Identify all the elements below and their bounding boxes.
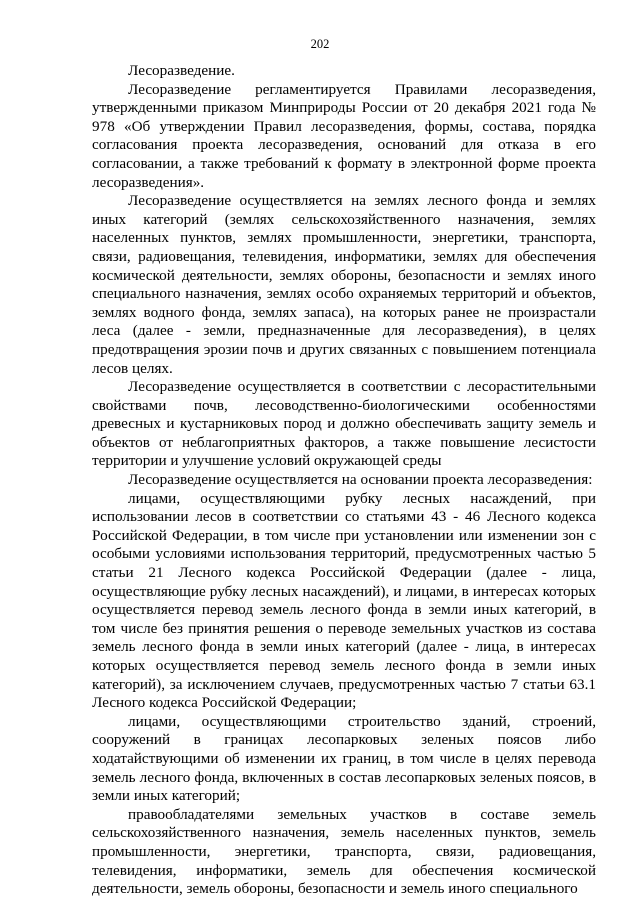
section-heading: Лесоразведение. bbox=[128, 62, 235, 79]
document-body bbox=[92, 62, 596, 899]
list-item: лицами, осуществляющими строительство зданий, строений, сооружений в границах лесопарковых зеленых поясов либо ходатайствующими об изменении их границ, в том числе в целях перевода земель лесного фонда, включенных в состав лесопарковых зеленых поясов, в земли иных категорий; bbox=[92, 712, 596, 805]
page-number: 202 bbox=[310, 37, 330, 51]
list-item: правообладателями земельных участков в составе земель сельскохозяйственного назначения, земель населенных пунктов, земель промышленности, энергетики, транспорта, связи, радиовещания, телевидения, информатики, земель для обеспечения космической деятельности, земель обороны, безопасности и земель иного специального bbox=[92, 805, 596, 898]
paragraph: Лесоразведение осуществляется в соответствии с лесорастительными свойствами почв, лесоводственно-биологическими особенностями древесных и кустарниковых пород и должно обеспечивать защиту земель и объектов от неблагоприятных факторов, а также повышение лесистости территории и улучшение условий окружающей среды bbox=[92, 378, 596, 470]
paragraph: Лесоразведение осуществляется на основании проекта лесоразведения: bbox=[128, 471, 593, 489]
paragraph: Лесоразведение регламентируется Правилами лесоразведения, утвержденными приказом Минприроды России от 20 декабря 2021 года № 978 «Об утверждении Правил лесоразведения, формы, состава, порядка согласования проекта лесоразведения, оснований для отказа в его согласовании, а также требований к формату в электронной форме проекта лесоразведения». bbox=[92, 80, 596, 191]
list-item: лицами, осуществляющими рубку лесных насаждений, при использовании лесов в соответствии со статьями 43 - 46 Лесного кодекса Российской Федерации, в том числе при установлении или изменении зон с особыми условиями использования территорий, предусмотренных частью 5 статьи 21 Лесного кодекса Российской Федерации (далее - лица, осуществляющие рубку лесных насаждений), и лицами, в интересах которых осуществляется перевод земель лесного фонда в земли иных категорий, в том числе без принятия решения о переводе земельных участков из состава земель лесного фонда в земли иных категорий (далее - лица, в интересах которых осуществляется перевод земель лесного фонда в земли иных категорий), за исключением случаев, предусмотренных частью 7 статьи 63.1 Лесного кодекса Российской Федерации; bbox=[92, 489, 596, 712]
paragraph: Лесоразведение осуществляется на землях лесного фонда и землях иных категорий (землях сельскохозяйственного назначения, землях населенных пунктов, землях промышленности, энергетики, транспорта, связи, радиовещания, телевидения, информатики, землях для обеспечения космической деятельности, землях обороны, безопасности и землях иного специального назначения, землях особо охраняемых территорий и объектов, землях водного фонда, землях запаса), на которых ранее не произрастали леса (далее - земли, предназначенные для лесоразведения), в целях предотвращения эрозии почв и других связанных с повышением потенциала лесов целях. bbox=[92, 192, 596, 377]
